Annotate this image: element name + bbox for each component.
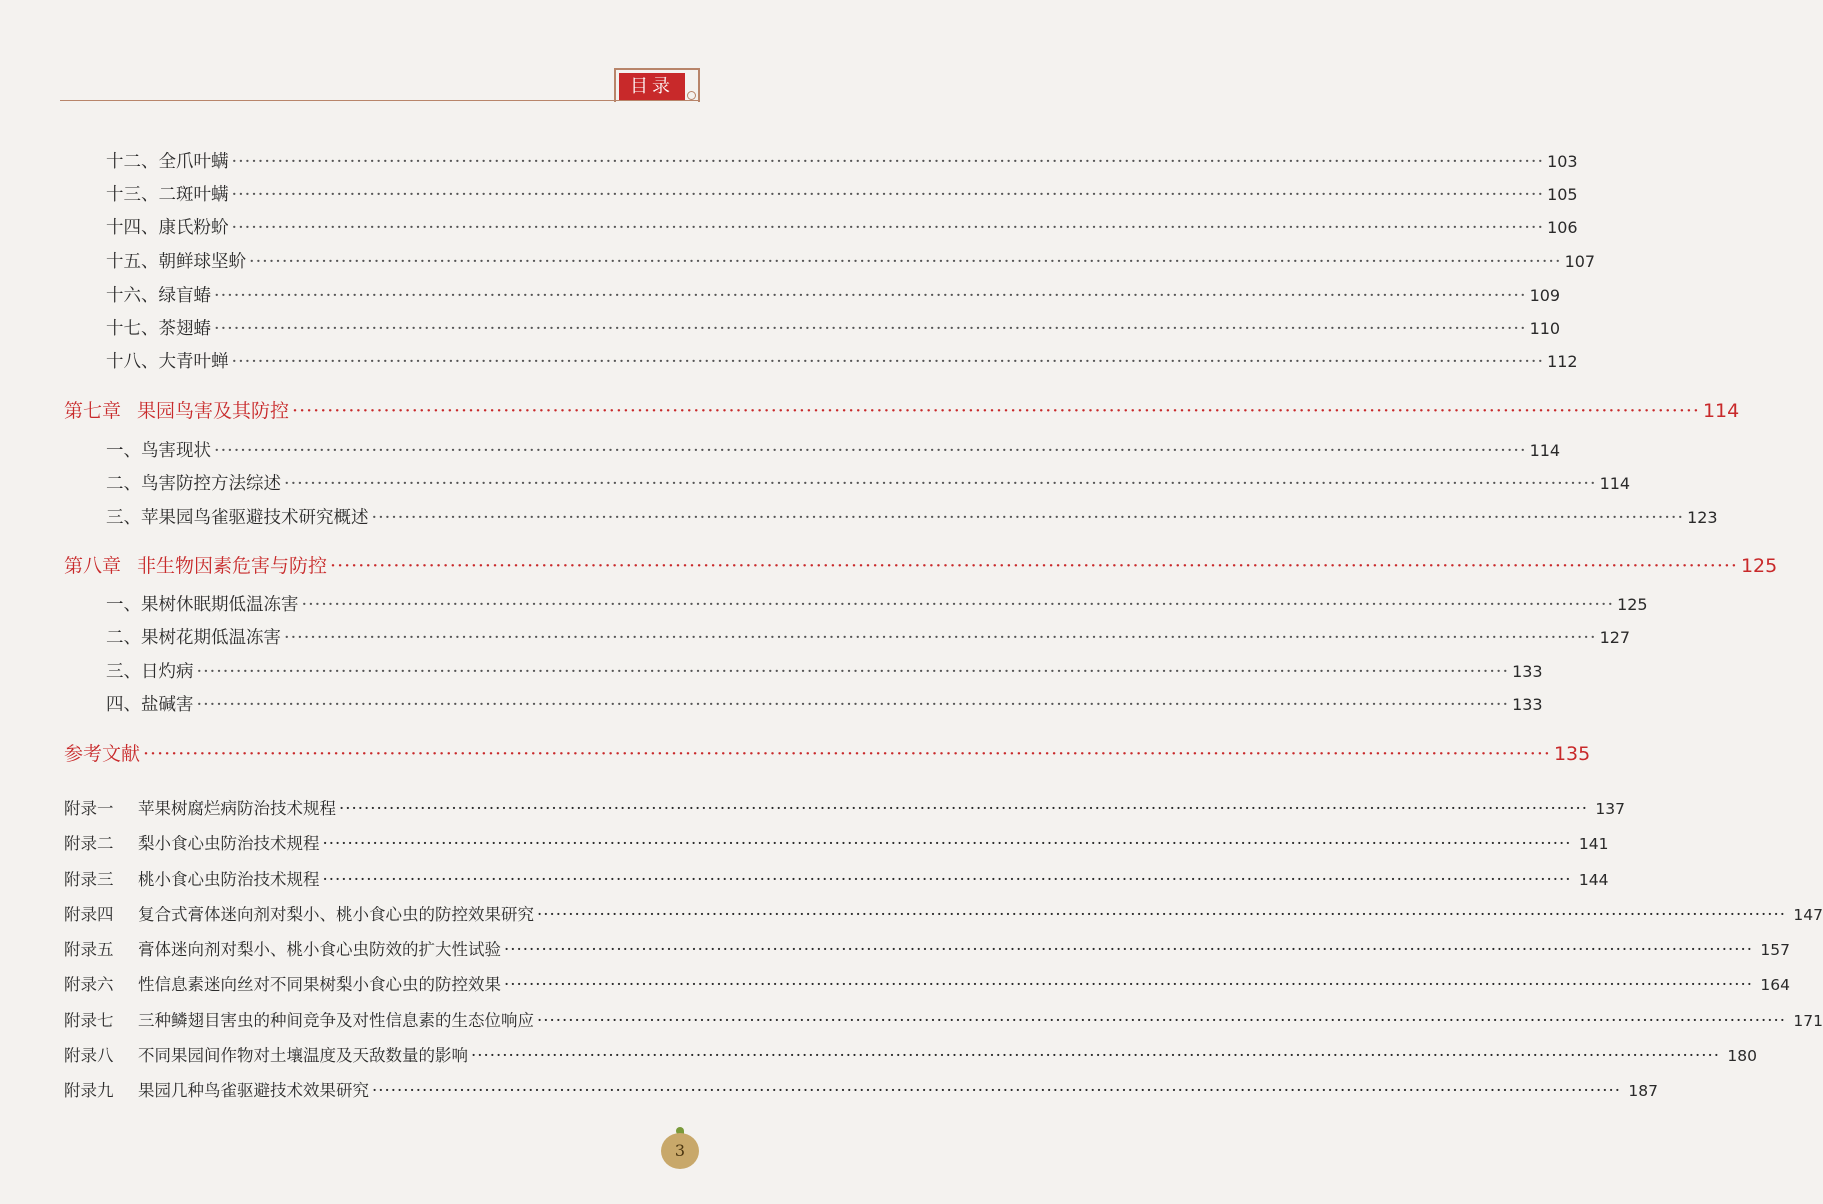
toc-entry[interactable] bbox=[106, 624, 1631, 652]
toc-entry[interactable] bbox=[106, 658, 1543, 686]
toc-number: 三、 bbox=[106, 508, 141, 528]
toc-leader-dots: ········································································································································································································ bbox=[292, 400, 1700, 422]
toc-label bbox=[106, 437, 211, 462]
toc-number: 附录九 bbox=[64, 1081, 114, 1100]
toc-label bbox=[106, 658, 194, 683]
toc-leader-dots: ········································································································································································································ bbox=[231, 152, 1545, 172]
toc-appendix[interactable] bbox=[64, 1007, 1823, 1035]
toc-title: 果园几种鸟雀驱避技术效果研究 bbox=[138, 1081, 369, 1100]
toc-title: 大青叶蝉 bbox=[158, 352, 229, 372]
toc-leader-dots: ········································································································································································································ bbox=[196, 662, 1510, 682]
toc-entry[interactable] bbox=[106, 591, 1648, 619]
toc-title: 参考文献 bbox=[64, 743, 141, 765]
toc-leader-dots: ········································································································································································································ bbox=[504, 940, 1753, 959]
toc-number: 一、 bbox=[106, 595, 141, 615]
toc-title: 桃小食心虫防治技术规程 bbox=[138, 870, 320, 889]
toc-entry[interactable] bbox=[106, 691, 1543, 719]
toc-label bbox=[106, 470, 281, 495]
toc-leader-dots: ········································································································································································································ bbox=[372, 1081, 1621, 1100]
toc-number: 十三、 bbox=[106, 185, 159, 205]
toc-number: 十二、 bbox=[106, 152, 159, 172]
toc-label bbox=[106, 691, 194, 716]
toc-number: 附录四 bbox=[64, 905, 114, 924]
toc-leader-dots: ········································································································································································································ bbox=[143, 743, 1551, 765]
toc-title: 非生物因素危害与防控 bbox=[137, 555, 328, 577]
toc-title: 二斑叶螨 bbox=[158, 185, 229, 205]
toc-label bbox=[106, 282, 211, 307]
toc-chapter[interactable] bbox=[64, 739, 1591, 769]
toc-entry[interactable] bbox=[106, 437, 1561, 465]
toc-page-number: 114 bbox=[1529, 441, 1561, 460]
toc-title: 果树花期低温冻害 bbox=[141, 628, 281, 648]
toc-label bbox=[106, 214, 229, 239]
toc-title: 盐碱害 bbox=[141, 695, 194, 715]
toc-entry[interactable] bbox=[106, 181, 1578, 209]
toc-leader-dots: ········································································································································································································ bbox=[214, 441, 1527, 461]
toc-page-number: 103 bbox=[1547, 152, 1578, 171]
toc-number: 附录二 bbox=[64, 834, 114, 853]
toc-appendix[interactable] bbox=[64, 795, 1625, 823]
toc-page-number: 106 bbox=[1547, 218, 1578, 237]
toc-page-number: 147 bbox=[1793, 906, 1823, 924]
toc-leader-dots: ········································································································································································································ bbox=[339, 799, 1588, 818]
toc-label bbox=[64, 739, 140, 766]
toc-title: 朝鲜球坚蚧 bbox=[158, 252, 246, 272]
toc-entry[interactable] bbox=[106, 282, 1561, 310]
toc-page-number: 157 bbox=[1760, 941, 1790, 959]
toc-leader-dots: ········································································································································································································ bbox=[284, 474, 1597, 494]
header-ornament-icon bbox=[687, 91, 696, 100]
toc-entry[interactable] bbox=[106, 504, 1718, 532]
toc-entry[interactable] bbox=[106, 348, 1578, 376]
toc-label bbox=[64, 1042, 468, 1066]
toc-title: 康氏粉蚧 bbox=[158, 218, 229, 238]
toc-title: 膏体迷向剂对梨小、桃小食心虫防效的扩大性试验 bbox=[138, 940, 501, 959]
toc-leader-dots: ········································································································································································································ bbox=[231, 218, 1545, 238]
toc-leader-dots: ········································································································································································································ bbox=[322, 870, 1572, 889]
toc-leader-dots: ········································································································································································································ bbox=[231, 352, 1545, 372]
toc-appendix[interactable] bbox=[64, 1077, 1658, 1105]
toc-number: 第七章 bbox=[64, 400, 122, 422]
toc-page-number: 133 bbox=[1512, 695, 1543, 714]
toc-title: 全爪叶螨 bbox=[158, 152, 229, 172]
toc-number: 一、 bbox=[106, 441, 141, 461]
toc-leader-dots: ········································································································································································································ bbox=[537, 1011, 1786, 1030]
toc-title: 鸟害现状 bbox=[141, 441, 211, 461]
toc-label bbox=[106, 315, 211, 340]
toc-title: 鸟害防控方法综述 bbox=[141, 474, 281, 494]
toc-appendix[interactable] bbox=[64, 866, 1609, 894]
toc-label bbox=[64, 1007, 534, 1031]
toc-label bbox=[64, 901, 534, 925]
toc-label bbox=[106, 591, 299, 616]
toc-title: 苹果树腐烂病防治技术规程 bbox=[138, 799, 336, 818]
toc-leader-dots: ········································································································································································································ bbox=[504, 975, 1753, 994]
toc-number: 附录八 bbox=[64, 1046, 114, 1065]
toc-leader-dots: ········································································································································································································ bbox=[214, 319, 1527, 339]
toc-label bbox=[64, 396, 289, 423]
toc-appendix[interactable] bbox=[64, 901, 1823, 929]
toc-number: 三、 bbox=[106, 662, 141, 682]
toc-leader-dots: ········································································································································································································ bbox=[537, 905, 1786, 924]
toc-appendix[interactable] bbox=[64, 1042, 1757, 1070]
toc-title: 性信息素迷向丝对不同果树梨小食心虫的防控效果 bbox=[138, 975, 501, 994]
toc-page-number: 110 bbox=[1529, 319, 1561, 338]
toc-number: 二、 bbox=[106, 628, 141, 648]
toc-leader-dots: ········································································································································································································ bbox=[322, 834, 1572, 853]
toc-label bbox=[106, 348, 229, 373]
toc-chapter[interactable] bbox=[64, 396, 1740, 426]
toc-number: 附录七 bbox=[64, 1011, 114, 1030]
toc-label bbox=[106, 181, 229, 206]
toc-title: 绿盲蝽 bbox=[158, 286, 211, 306]
toc-number: 二、 bbox=[106, 474, 141, 494]
toc-leader-dots: ········································································································································································································ bbox=[284, 628, 1597, 648]
section-title-badge: 目录 bbox=[619, 73, 685, 100]
toc-page-number: 164 bbox=[1760, 976, 1790, 994]
toc-leader-dots: ········································································································································································································ bbox=[249, 252, 1562, 272]
toc-appendix[interactable] bbox=[64, 936, 1790, 964]
toc-title: 梨小食心虫防治技术规程 bbox=[138, 834, 320, 853]
toc-leader-dots: ········································································································································································································ bbox=[330, 555, 1738, 577]
toc-page-number: 114 bbox=[1599, 474, 1631, 493]
toc-leader-dots: ········································································································································································································ bbox=[214, 286, 1527, 306]
toc-page-number: 123 bbox=[1687, 508, 1718, 527]
toc-entry[interactable] bbox=[106, 214, 1578, 242]
toc-title: 复合式膏体迷向剂对梨小、桃小食心虫的防控效果研究 bbox=[138, 905, 534, 924]
toc-number: 附录六 bbox=[64, 975, 114, 994]
toc-page-number: 135 bbox=[1553, 743, 1591, 765]
header-rule bbox=[60, 100, 700, 101]
toc-appendix[interactable] bbox=[64, 971, 1790, 999]
toc-appendix[interactable] bbox=[64, 830, 1609, 858]
toc-chapter[interactable] bbox=[64, 551, 1778, 581]
toc-label bbox=[64, 795, 336, 819]
toc-number: 十六、 bbox=[106, 286, 159, 306]
toc-label bbox=[64, 551, 327, 578]
toc-page-number: 107 bbox=[1564, 252, 1596, 271]
toc-number: 十五、 bbox=[106, 252, 159, 272]
toc-label bbox=[106, 248, 246, 273]
toc-page-number: 105 bbox=[1547, 185, 1578, 204]
page-number: 3 bbox=[661, 1133, 699, 1169]
toc-number: 附录一 bbox=[64, 799, 114, 818]
toc-leader-dots: ········································································································································································································ bbox=[301, 595, 1615, 615]
toc-title: 果园鸟害及其防控 bbox=[137, 400, 290, 422]
toc-entry[interactable] bbox=[106, 148, 1578, 176]
toc-number: 第八章 bbox=[64, 555, 122, 577]
toc-entry[interactable] bbox=[106, 315, 1561, 343]
toc-page-number: 171 bbox=[1793, 1012, 1823, 1030]
toc-label bbox=[64, 971, 501, 995]
toc-page-number: 112 bbox=[1547, 352, 1578, 371]
toc-page-number: 127 bbox=[1599, 628, 1631, 647]
toc-page-number: 125 bbox=[1740, 555, 1778, 577]
toc-leader-dots: ········································································································································································································ bbox=[471, 1046, 1720, 1065]
toc-title: 不同果园间作物对土壤温度及天敌数量的影响 bbox=[138, 1046, 468, 1065]
toc-entry[interactable] bbox=[106, 470, 1631, 498]
toc-entry[interactable] bbox=[106, 248, 1596, 276]
toc-title: 果树休眠期低温冻害 bbox=[141, 595, 299, 615]
toc-page-number: 109 bbox=[1529, 286, 1561, 305]
toc-label bbox=[64, 936, 501, 960]
toc-title: 日灼病 bbox=[141, 662, 194, 682]
toc-leader-dots: ········································································································································································································ bbox=[196, 695, 1510, 715]
toc-label bbox=[106, 624, 281, 649]
toc-number: 十七、 bbox=[106, 319, 159, 339]
toc-title: 茶翅蝽 bbox=[158, 319, 211, 339]
toc-label bbox=[106, 148, 229, 173]
toc-label bbox=[106, 504, 369, 529]
toc-page-number: 133 bbox=[1512, 662, 1543, 681]
toc-label bbox=[64, 830, 320, 854]
toc-label bbox=[64, 866, 320, 890]
toc-page-number: 125 bbox=[1617, 595, 1648, 614]
toc-leader-dots: ········································································································································································································ bbox=[231, 185, 1545, 205]
toc-number: 附录五 bbox=[64, 940, 114, 959]
toc-number: 附录三 bbox=[64, 870, 114, 889]
toc-number: 十四、 bbox=[106, 218, 159, 238]
toc-page-number: 144 bbox=[1578, 871, 1609, 889]
toc-page-number: 180 bbox=[1727, 1047, 1757, 1065]
toc-number: 四、 bbox=[106, 695, 141, 715]
toc-title: 苹果园鸟雀驱避技术研究概述 bbox=[141, 508, 369, 528]
toc-page-number: 114 bbox=[1702, 400, 1740, 422]
toc-page-number: 187 bbox=[1628, 1082, 1658, 1100]
toc-leader-dots: ········································································································································································································ bbox=[371, 508, 1685, 528]
toc-page-number: 141 bbox=[1578, 835, 1609, 853]
toc-title: 三种鳞翅目害虫的种间竞争及对性信息素的生态位响应 bbox=[138, 1011, 534, 1030]
toc-page-number: 137 bbox=[1595, 800, 1625, 818]
toc-number: 十八、 bbox=[106, 352, 159, 372]
toc-label bbox=[64, 1077, 369, 1101]
